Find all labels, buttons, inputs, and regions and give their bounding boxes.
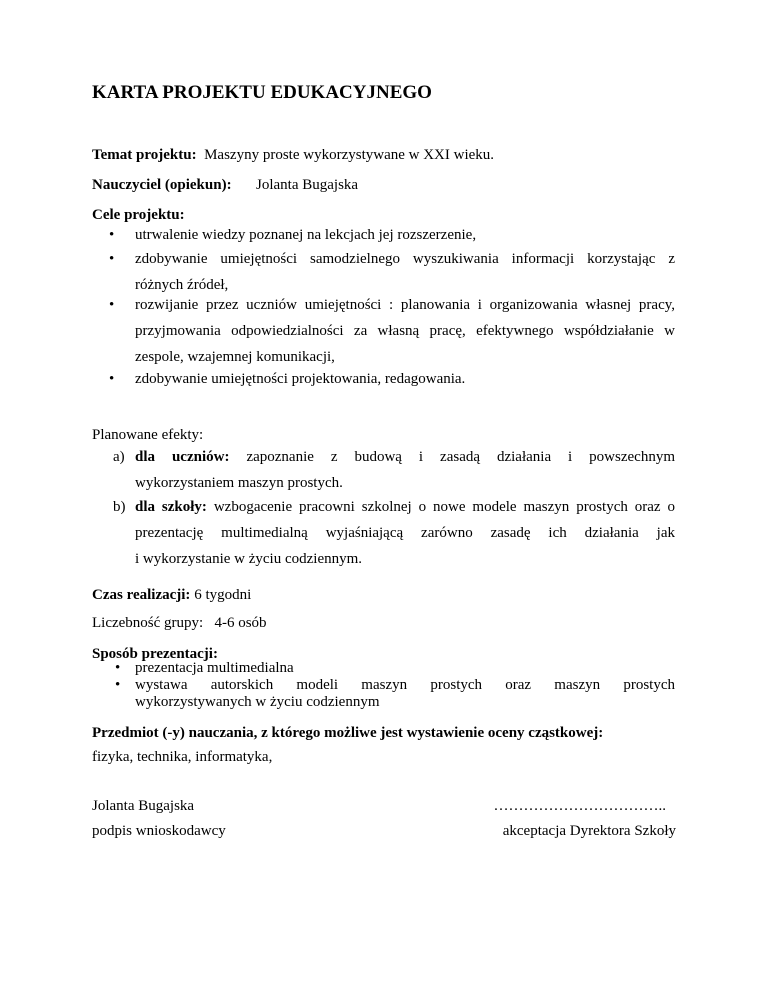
group-size: Liczebność grupy: 4-6 osób (92, 615, 267, 631)
presentation-label: Sposób prezentacji: (92, 646, 218, 662)
goal-bullet-2: • (109, 251, 115, 267)
teacher-row (92, 176, 232, 194)
goal-item-3-line-3: zespole, wzajemnej komunikacji, (135, 349, 335, 365)
topic-value: Maszyny proste wykorzystywane w XXI wieku. (204, 147, 495, 163)
goal-bullet-4: • (109, 371, 115, 387)
goal-item-4-line-1: zdobywanie umiejętności projektowania, redagowania. (135, 371, 466, 387)
director-signature-line: …………………………….. (493, 798, 666, 814)
presentation-bullet-1: • (115, 660, 121, 676)
goal-bullet-3: • (109, 297, 115, 313)
effect-a-marker: a) (113, 449, 125, 465)
effect-a-bold: dla uczniów: (135, 449, 230, 465)
goal-bullet-1: • (109, 227, 115, 243)
applicant-caption: podpis wnioskodawcy (92, 823, 226, 839)
document-title: KARTA PROJEKTU EDUKACYJNEGO (92, 82, 432, 103)
topic-row (92, 146, 494, 164)
presentation-item-2-line-2: wykorzystywanych w życiu codziennym (135, 694, 380, 710)
effect-b-line-2: prezentację multimedialną wyjaśniającą zarówno zasadę ich działania jak (135, 525, 675, 541)
effect-b-line-3: i wykorzystanie w życiu codziennym. (135, 551, 363, 567)
teacher-value: Jolanta Bugajska (256, 177, 359, 193)
effect-a-line-2: wykorzystaniem maszyn prostych. (135, 475, 343, 491)
teacher-label: Nauczyciel (opiekun): (92, 177, 232, 193)
effect-b-line-1 (135, 498, 675, 516)
applicant-name: Jolanta Bugajska (92, 798, 195, 814)
presentation-item-1: prezentacja multimedialna (135, 660, 294, 676)
duration-row (92, 586, 251, 604)
topic-label: Temat projektu: (92, 147, 197, 163)
effect-a-text-1: zapoznanie z budową i zasadą działania i powszechnym (246, 449, 675, 465)
goal-item-2-line-1: zdobywanie umiejętności samodzielnego wyszukiwania informacji korzystając z (135, 251, 675, 267)
subjects-value: fizyka, technika, informatyka, (92, 749, 273, 765)
goal-item-1-line-1: utrwalenie wiedzy poznanej na lekcjach jej rozszerzenie, (135, 227, 477, 243)
goal-item-2-line-2: różnych źródeł, (135, 277, 229, 293)
effect-b-text-1: wzbogacenie pracowni szkolnej o nowe modele maszyn prostych oraz o (213, 499, 675, 515)
duration-label: Czas realizacji: (92, 587, 191, 603)
subjects-label: Przedmiot (-y) nauczania, z którego możliwe jest wystawienie oceny cząstkowej: (92, 725, 604, 741)
goal-item-3-line-2: przyjmowania odpowiedzialności za własną pracę, efektywnego współdziałanie w (135, 323, 675, 339)
director-caption: akceptacja Dyrektora Szkoły (502, 823, 676, 839)
presentation-bullet-2: • (115, 677, 121, 693)
effect-a-line-1 (135, 448, 675, 466)
duration-value: 6 tygodni (194, 587, 252, 603)
effect-b-marker: b) (113, 499, 126, 515)
effect-b-bold: dla szkoły: (135, 499, 207, 515)
goal-item-3-line-1: rozwijanie przez uczniów umiejętności : planowania i organizowania własnej pracy, (135, 297, 675, 313)
presentation-item-2-line-1: wystawa autorskich modeli maszyn prostych oraz maszyn prostych (135, 677, 675, 693)
goals-label: Cele projektu: (92, 207, 185, 223)
effects-label: Planowane efekty: (92, 427, 204, 443)
